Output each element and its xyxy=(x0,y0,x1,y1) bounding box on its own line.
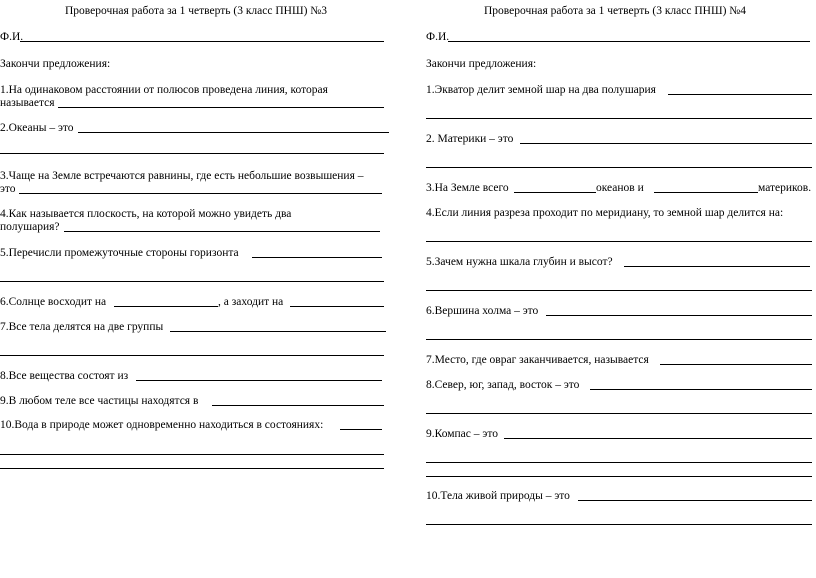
question-5-text: 5.Перечисли промежуточные стороны горизонта xyxy=(0,247,239,259)
worksheet-title: Проверочная работа за 1 четверть (3 класс ПНШ) №4 xyxy=(483,5,746,17)
question-5-answer-line[interactable] xyxy=(624,266,810,267)
name-label: Ф.И. xyxy=(426,31,450,43)
question-6-answer-line-2[interactable] xyxy=(290,306,384,307)
question-3-text-a: 3.На Земле всего xyxy=(426,182,509,194)
question-7-text: 7.Место, где овраг заканчивается, называется xyxy=(426,354,649,366)
question-9-answer-line-extra-2[interactable] xyxy=(426,476,812,477)
question-9-text: 9.Компас – это xyxy=(426,428,498,440)
question-8-answer-line-extra[interactable] xyxy=(426,413,812,414)
instruction-text: Закончи предложения: xyxy=(0,58,111,70)
name-label: Ф.И. xyxy=(0,31,24,43)
question-9-answer-line-extra-1[interactable] xyxy=(426,462,812,463)
question-5-text: 5.Зачем нужна шкала глубин и высот? xyxy=(426,256,613,268)
question-9-text: 9.В любом теле все частицы находятся в xyxy=(0,395,199,407)
question-5-answer-line[interactable] xyxy=(252,257,382,258)
question-10-text: 10.Вода в природе может одновременно находиться в состояниях: xyxy=(0,419,324,431)
question-10-answer-line-extra-2[interactable] xyxy=(0,468,384,469)
question-2-text: 2.Океаны – это xyxy=(0,122,74,134)
name-answer-line[interactable] xyxy=(20,41,384,42)
worksheet-left xyxy=(0,0,392,578)
question-3-text-b: океанов и xyxy=(596,182,644,194)
question-3-line-1: 3.Чаще на Земле встречаются равнины, где есть небольшие возвышения – xyxy=(0,170,364,182)
question-2-text: 2. Материки – это xyxy=(426,133,514,145)
question-7-text: 7.Все тела делятся на две группы xyxy=(0,321,164,333)
question-3-line-2: это xyxy=(0,183,16,195)
worksheet-right xyxy=(426,0,816,578)
question-4-answer-line[interactable] xyxy=(426,241,812,242)
question-8-text: 8.Все вещества состоят из xyxy=(0,370,129,382)
name-answer-line[interactable] xyxy=(448,41,810,42)
question-10-answer-line-extra[interactable] xyxy=(426,524,812,525)
question-6-text: 6.Вершина холма – это xyxy=(426,305,539,317)
worksheet-title: Проверочная работа за 1 четверть (3 класс ПНШ) №3 xyxy=(64,5,327,17)
question-1-answer-line-extra[interactable] xyxy=(426,118,812,119)
question-6-answer-line-1[interactable] xyxy=(114,306,218,307)
question-3-answer-line-1[interactable] xyxy=(514,192,596,193)
question-1-line-2: называется xyxy=(0,97,55,109)
question-10-answer-line[interactable] xyxy=(340,429,382,430)
question-8-answer-line[interactable] xyxy=(590,389,812,390)
question-2-answer-line-extra[interactable] xyxy=(0,153,384,154)
question-6-text-b: , а заходит на xyxy=(218,296,284,308)
question-4-text: 4.Если линия разреза проходит по меридиану, то земной шар делится на: xyxy=(426,207,784,219)
question-9-answer-line[interactable] xyxy=(212,405,384,406)
question-2-answer-line[interactable] xyxy=(78,132,389,133)
question-7-answer-line[interactable] xyxy=(660,364,812,365)
question-1-answer-line[interactable] xyxy=(668,94,812,95)
question-9-answer-line[interactable] xyxy=(504,438,812,439)
question-10-answer-line-extra-1[interactable] xyxy=(0,454,384,455)
question-3-text-c: материков. xyxy=(758,182,812,194)
question-8-text: 8.Север, юг, запад, восток – это xyxy=(426,379,580,391)
question-1-line-1: 1.На одинаковом расстоянии от полюсов проведена линия, которая xyxy=(0,84,328,96)
question-8-answer-line[interactable] xyxy=(136,380,382,381)
question-4-answer-line[interactable] xyxy=(64,231,380,232)
question-2-answer-line-extra[interactable] xyxy=(426,167,812,168)
question-6-text-a: 6.Солнце восходит на xyxy=(0,296,107,308)
question-1-text: 1.Экватор делит земной шар на два полушария xyxy=(426,84,656,96)
question-3-answer-line-2[interactable] xyxy=(654,192,758,193)
question-7-answer-line-extra[interactable] xyxy=(0,355,384,356)
instruction-text: Закончи предложения: xyxy=(426,58,537,70)
question-5-answer-line-extra[interactable] xyxy=(426,290,812,291)
question-10-answer-line[interactable] xyxy=(578,500,812,501)
question-3-answer-line[interactable] xyxy=(19,193,382,194)
question-1-answer-line[interactable] xyxy=(58,107,384,108)
question-6-answer-line[interactable] xyxy=(546,315,812,316)
question-4-line-2: полушария? xyxy=(0,221,60,233)
question-6-answer-line-extra[interactable] xyxy=(426,339,812,340)
question-4-line-1: 4.Как называется плоскость, на которой можно увидеть два xyxy=(0,208,292,220)
question-2-answer-line[interactable] xyxy=(520,143,812,144)
question-10-text: 10.Тела живой природы – это xyxy=(426,490,570,502)
question-5-answer-line-extra[interactable] xyxy=(0,281,384,282)
question-7-answer-line[interactable] xyxy=(170,331,386,332)
